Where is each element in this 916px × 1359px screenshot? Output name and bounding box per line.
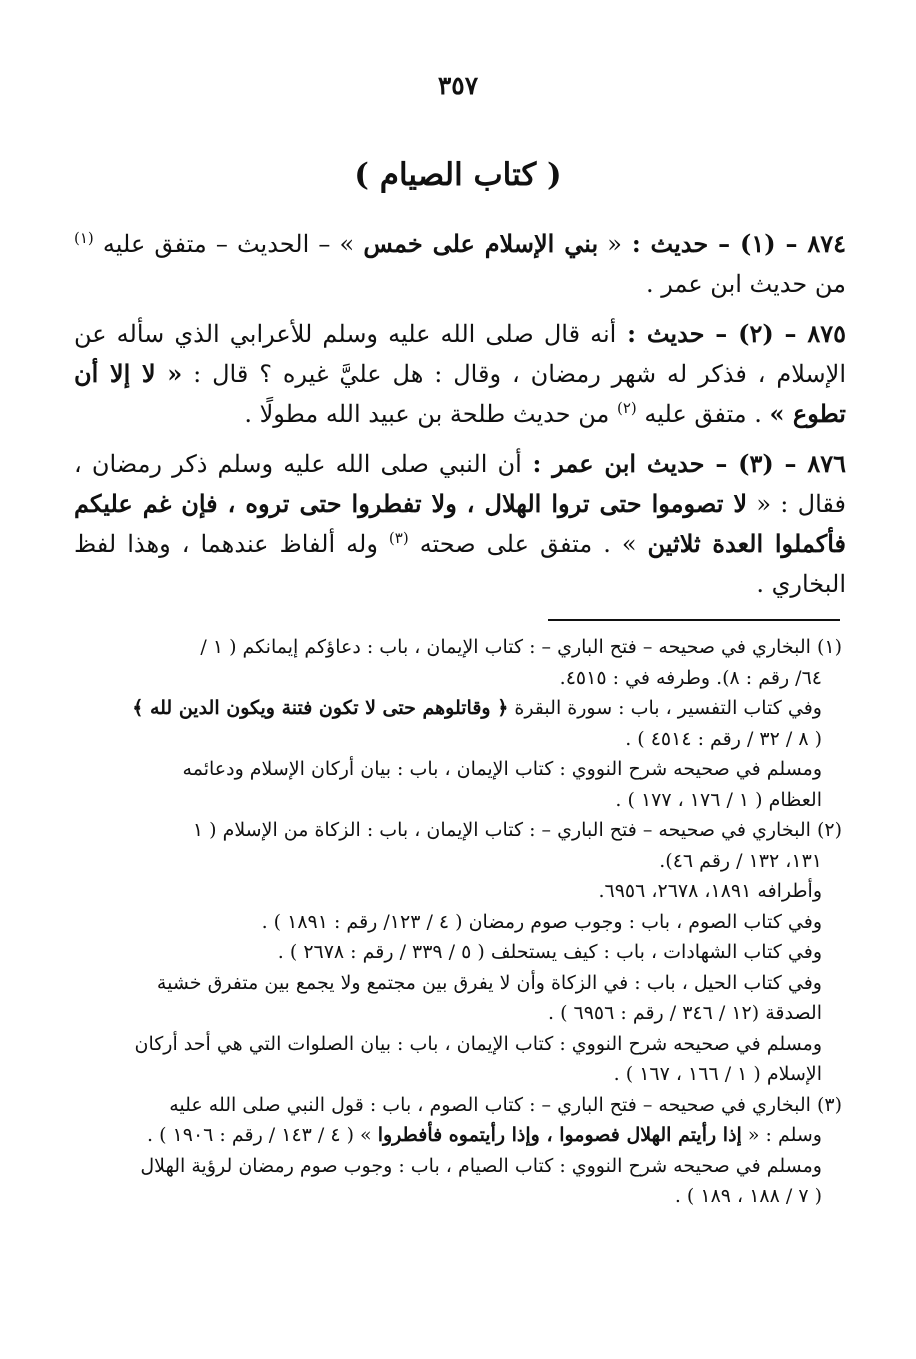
footnote-1 [80,632,842,815]
footnote-ref: (٣) [388,529,409,547]
footnote-line [80,693,842,724]
footnote-line: (٣) البخاري في صحيحه – فتح الباري – : كتاب الصوم ، باب : قول النبي صلى الله عليه [169,1093,842,1116]
hadith-quote: بني الإسلام على خمس [363,229,599,258]
footnote-line: وفي كتاب الحيل ، باب : في الزكاة وأن لا يفرق بين مجتمع ولا يجمع بين متفرق خشية [156,971,822,994]
hadith-text: وله ألفاظ عندهما ، وهذا لفظ البخاري . [74,530,846,598]
hadith-text: – الحديث – متفق عليه [93,230,331,258]
footnote-text: » ( ٤ / ١٤٣ / رقم : ١٩٠٦ ) . [147,1124,378,1146]
footnote-line: وأطرافه ١٨٩١، ٢٦٧٨، ٦٩٥٦. [598,880,822,902]
footnote-line: ومسلم في صحيحه شرح النووي : كتاب الصيام ، باب : وجوب صوم رمضان لرؤية الهلال [140,1154,822,1177]
hadith-text: من حديث طلحة بن عبيد الله مطولًا . [244,400,617,428]
quran-verse: ﴿ وقاتلوهم حتى لا تكون فتنة ويكون الدين لله ﴾ [132,697,509,719]
footnote-text: وفي كتاب التفسير ، باب : سورة البقرة [508,697,822,719]
footnote-line: (١) البخاري في صحيحه – فتح الباري – : كتاب الإيمان ، باب : دعاؤكم إيمانكم ( ١ / [200,636,842,658]
hadith-number: ٨٧٤ – (١) – حديث : [621,229,846,258]
footnotes [80,632,842,1212]
footnote-text: وسلم : « [741,1124,822,1146]
hadith-quote: « لا إلا أن تطوع » [74,359,846,428]
footnote-line: ومسلم في صحيحه شرح النووي : كتاب الإيمان ، باب : بيان أركان الإسلام ودعائمه [182,758,822,780]
hadith-quote: إذا رأيتم الهلال فصوموا ، وإذا رأيتموه فأفطروا [377,1124,742,1146]
hadith-text: أنه قال صلى الله عليه وسلم للأعرابي الذي سأله عن الإسلام ، فذكر له شهر رمضان ، وقال : هل عليَّ غيره ؟ قال : [74,320,846,388]
page-number: ٣٥٧ [437,71,479,100]
footnote-line: ومسلم في صحيحه شرح النووي : كتاب الإيمان ، باب : بيان الصلوات التي هي أحد أركان [134,1032,822,1055]
footnote-line: ( ٨ / ٣٢ / رقم : ٤٥١٤ ) . [625,727,822,750]
footnote-line: ٦٤/ رقم : ٨). وطرفه في : ٤٥١٥. [559,666,822,689]
footnote-2 [80,815,842,1090]
hadith-875 [74,314,846,434]
hadith-text: من حديث ابن عمر . [645,270,846,298]
footnote-separator [548,619,840,621]
footnote-line: (٢) البخاري في صحيحه – فتح الباري – : كتاب الإيمان ، باب : الزكاة من الإسلام ( ١ [192,819,842,841]
footnote-line: ١٣١، ١٣٢ / رقم ٤٦). [659,849,822,872]
footnote-3 [80,1090,842,1212]
hadith-text: . متفق عليه [636,400,770,428]
footnote-line: وفي كتاب الشهادات ، باب : كيف يستحلف ( ٥ / ٣٣٩ / رقم : ٢٦٧٨ ) . [277,941,822,963]
quote-mark: « [598,230,622,258]
hadith-quote: لا تصوموا حتى تروا الهلال ، ولا تفطروا حتى تروه ، فإن غم عليكم فأكملوا العدة ثلاثين [74,489,846,558]
hadith-text: » . متفق على صحته [408,530,648,558]
footnote-line: الصدقة (١٢ / ٣٤٦ / رقم : ٦٩٥٦ ) . [547,1002,822,1024]
footnote-line: وفي كتاب الصوم ، باب : وجوب صوم رمضان ( ٤ / ١٢٣/ رقم : ١٨٩١ ) . [261,910,822,933]
footnote-ref: (٢) [616,399,637,417]
hadith-text: أن النبي صلى الله عليه وسلم ذكر رمضان ، فقال : « [74,450,846,518]
footnote-ref: (١) [74,229,94,247]
footnote-line: الإسلام ( ١ / ١٦٦ ، ١٦٧ ) . [613,1063,822,1085]
footnote-line [80,1120,842,1151]
main-text [74,224,846,614]
chapter-title: ( كتاب الصيام ) [354,157,562,193]
hadith-number: ٨٧٥ – (٢) – حديث : [616,319,846,348]
quote-mark: » [330,230,364,258]
footnote-line: العظام ( ١ / ١٧٦ ، ١٧٧ ) . [615,788,822,811]
hadith-874 [74,224,846,304]
footnote-line: ( ٧ / ١٨٨ ، ١٨٩ ) . [674,1185,822,1207]
hadith-number: ٨٧٦ – (٣) – حديث ابن عمر : [521,449,846,478]
hadith-876 [74,444,846,604]
